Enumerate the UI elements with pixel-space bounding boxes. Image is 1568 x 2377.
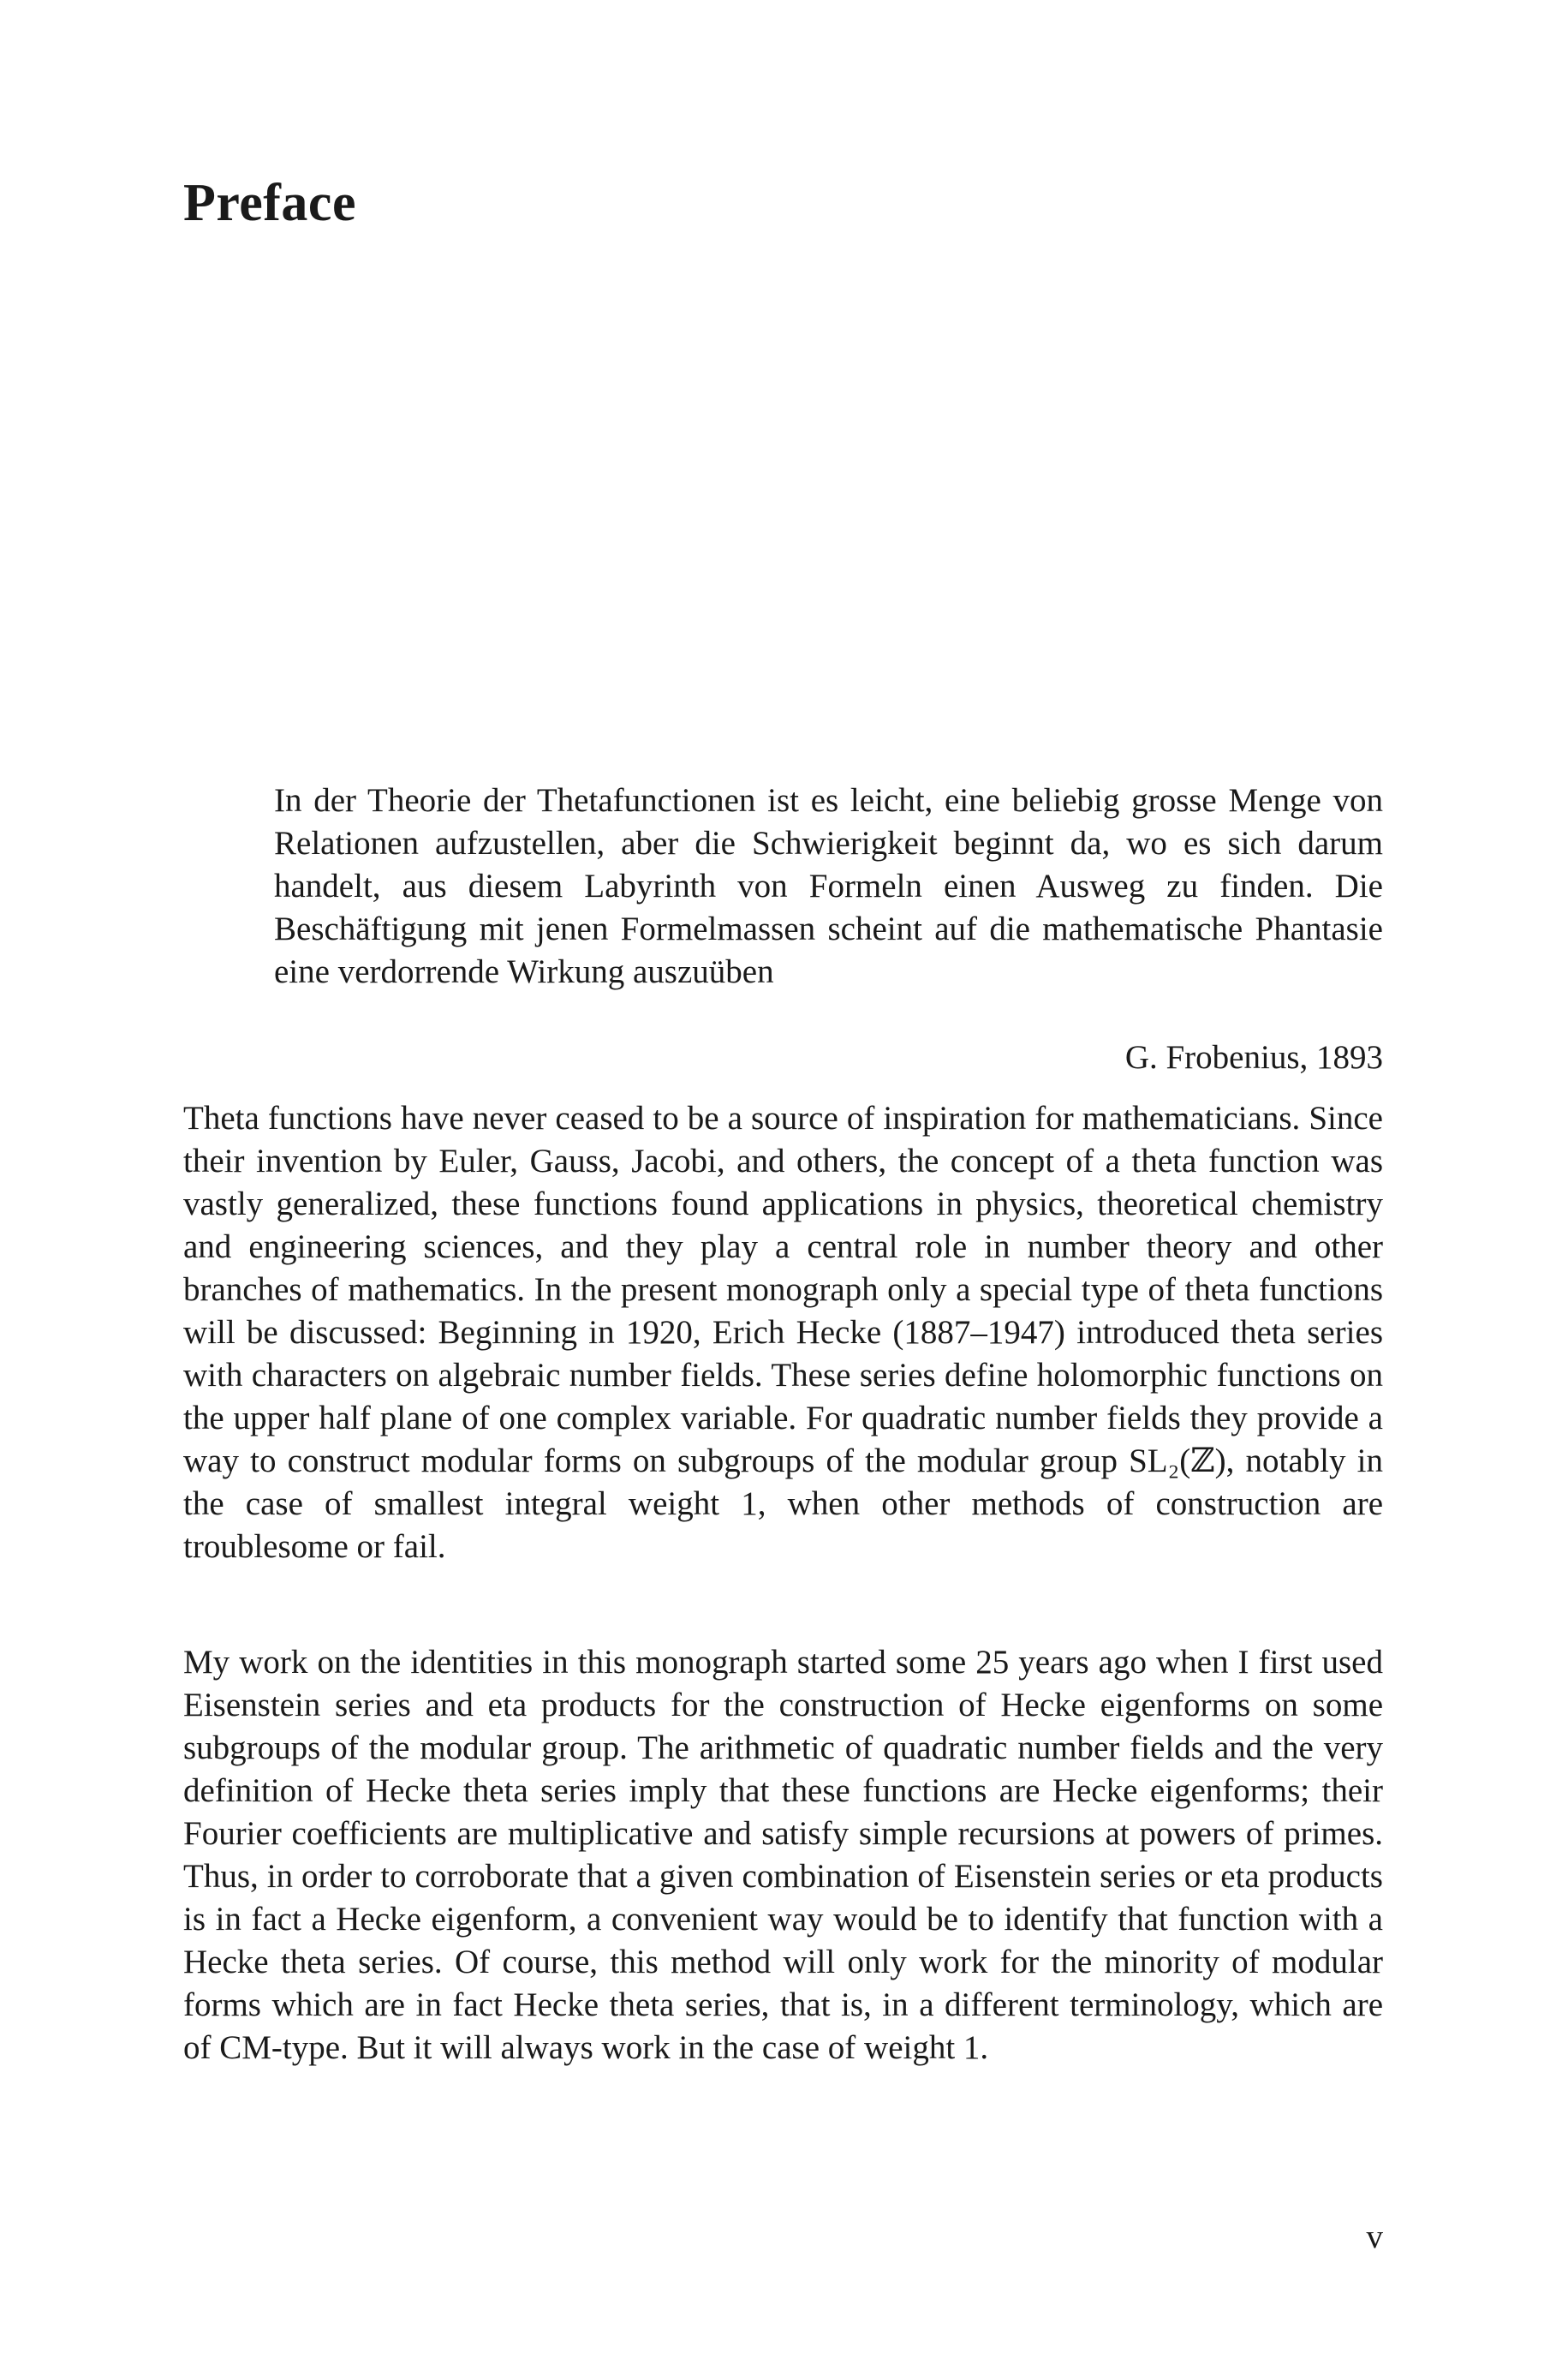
body-paragraph: My work on the identities in this monograph started some 25 years ago when I first used Eisenstein series and eta products for the construction of Hecke eigenforms on some subgroups of the modular group. The arithmetic of quadratic number fields and the very definition of Hecke theta series imply that these functions are Hecke eigenforms; their Fourier coefficients are multiplicative and satisfy simple recursions at powers of primes. Thus, in order to corroborate that a given combination of Eisenstein series or eta products is in fact a Hecke eigenform, a convenient way would be to identify that function with a Hecke theta series. Of course, this method will only work for the minority of modular forms which are in fact Hecke theta series, that is, in a different terminology, which are of CM-type. But it will always work in the case of weight 1.	[183, 1644, 1383, 2066]
body-paragraph: Theta functions have never ceased to be a source of inspiration for mathematicians. Since their invention by Euler, Gauss, Jacobi, and others, the concept of a theta function was vastly generalized, these functions found applications in physics, theoretical chemistry and engineering sciences, and they play a central role in number theory and other branches of mathematics. In the present monograph only a special type of theta functions will be discussed: Beginning in 1920, Erich Hecke (1887–1947) introduced theta series with characters on algebraic number fields. These series define holomorphic functions on the upper half plane of one complex variable. For quadratic number fields they provide a way to construct modular forms on subgroups of the modular group SL₂(ℤ), notably in the case of smallest integral weight 1, when other methods of construction are troublesome or fail.	[183, 1100, 1383, 1565]
epigraph-attribution: G. Frobenius, 1893	[1124, 1039, 1383, 1076]
page-number: v	[1366, 2219, 1383, 2255]
epigraph-quote: In der Theorie der Thetafunctionen ist es leicht, eine beliebig grosse Menge von Relationen aufzustellen, aber die Schwierigkeit beginnt da, wo es sich darum handelt, aus diesem Labyrinth von Formeln einen Ausweg zu finden. Die Beschäftigung mit jenen Formelmassen scheint auf die mathematische Phantasie eine verdorrende Wirkung auszuüben	[274, 782, 1383, 990]
page-title: Preface	[183, 174, 356, 232]
